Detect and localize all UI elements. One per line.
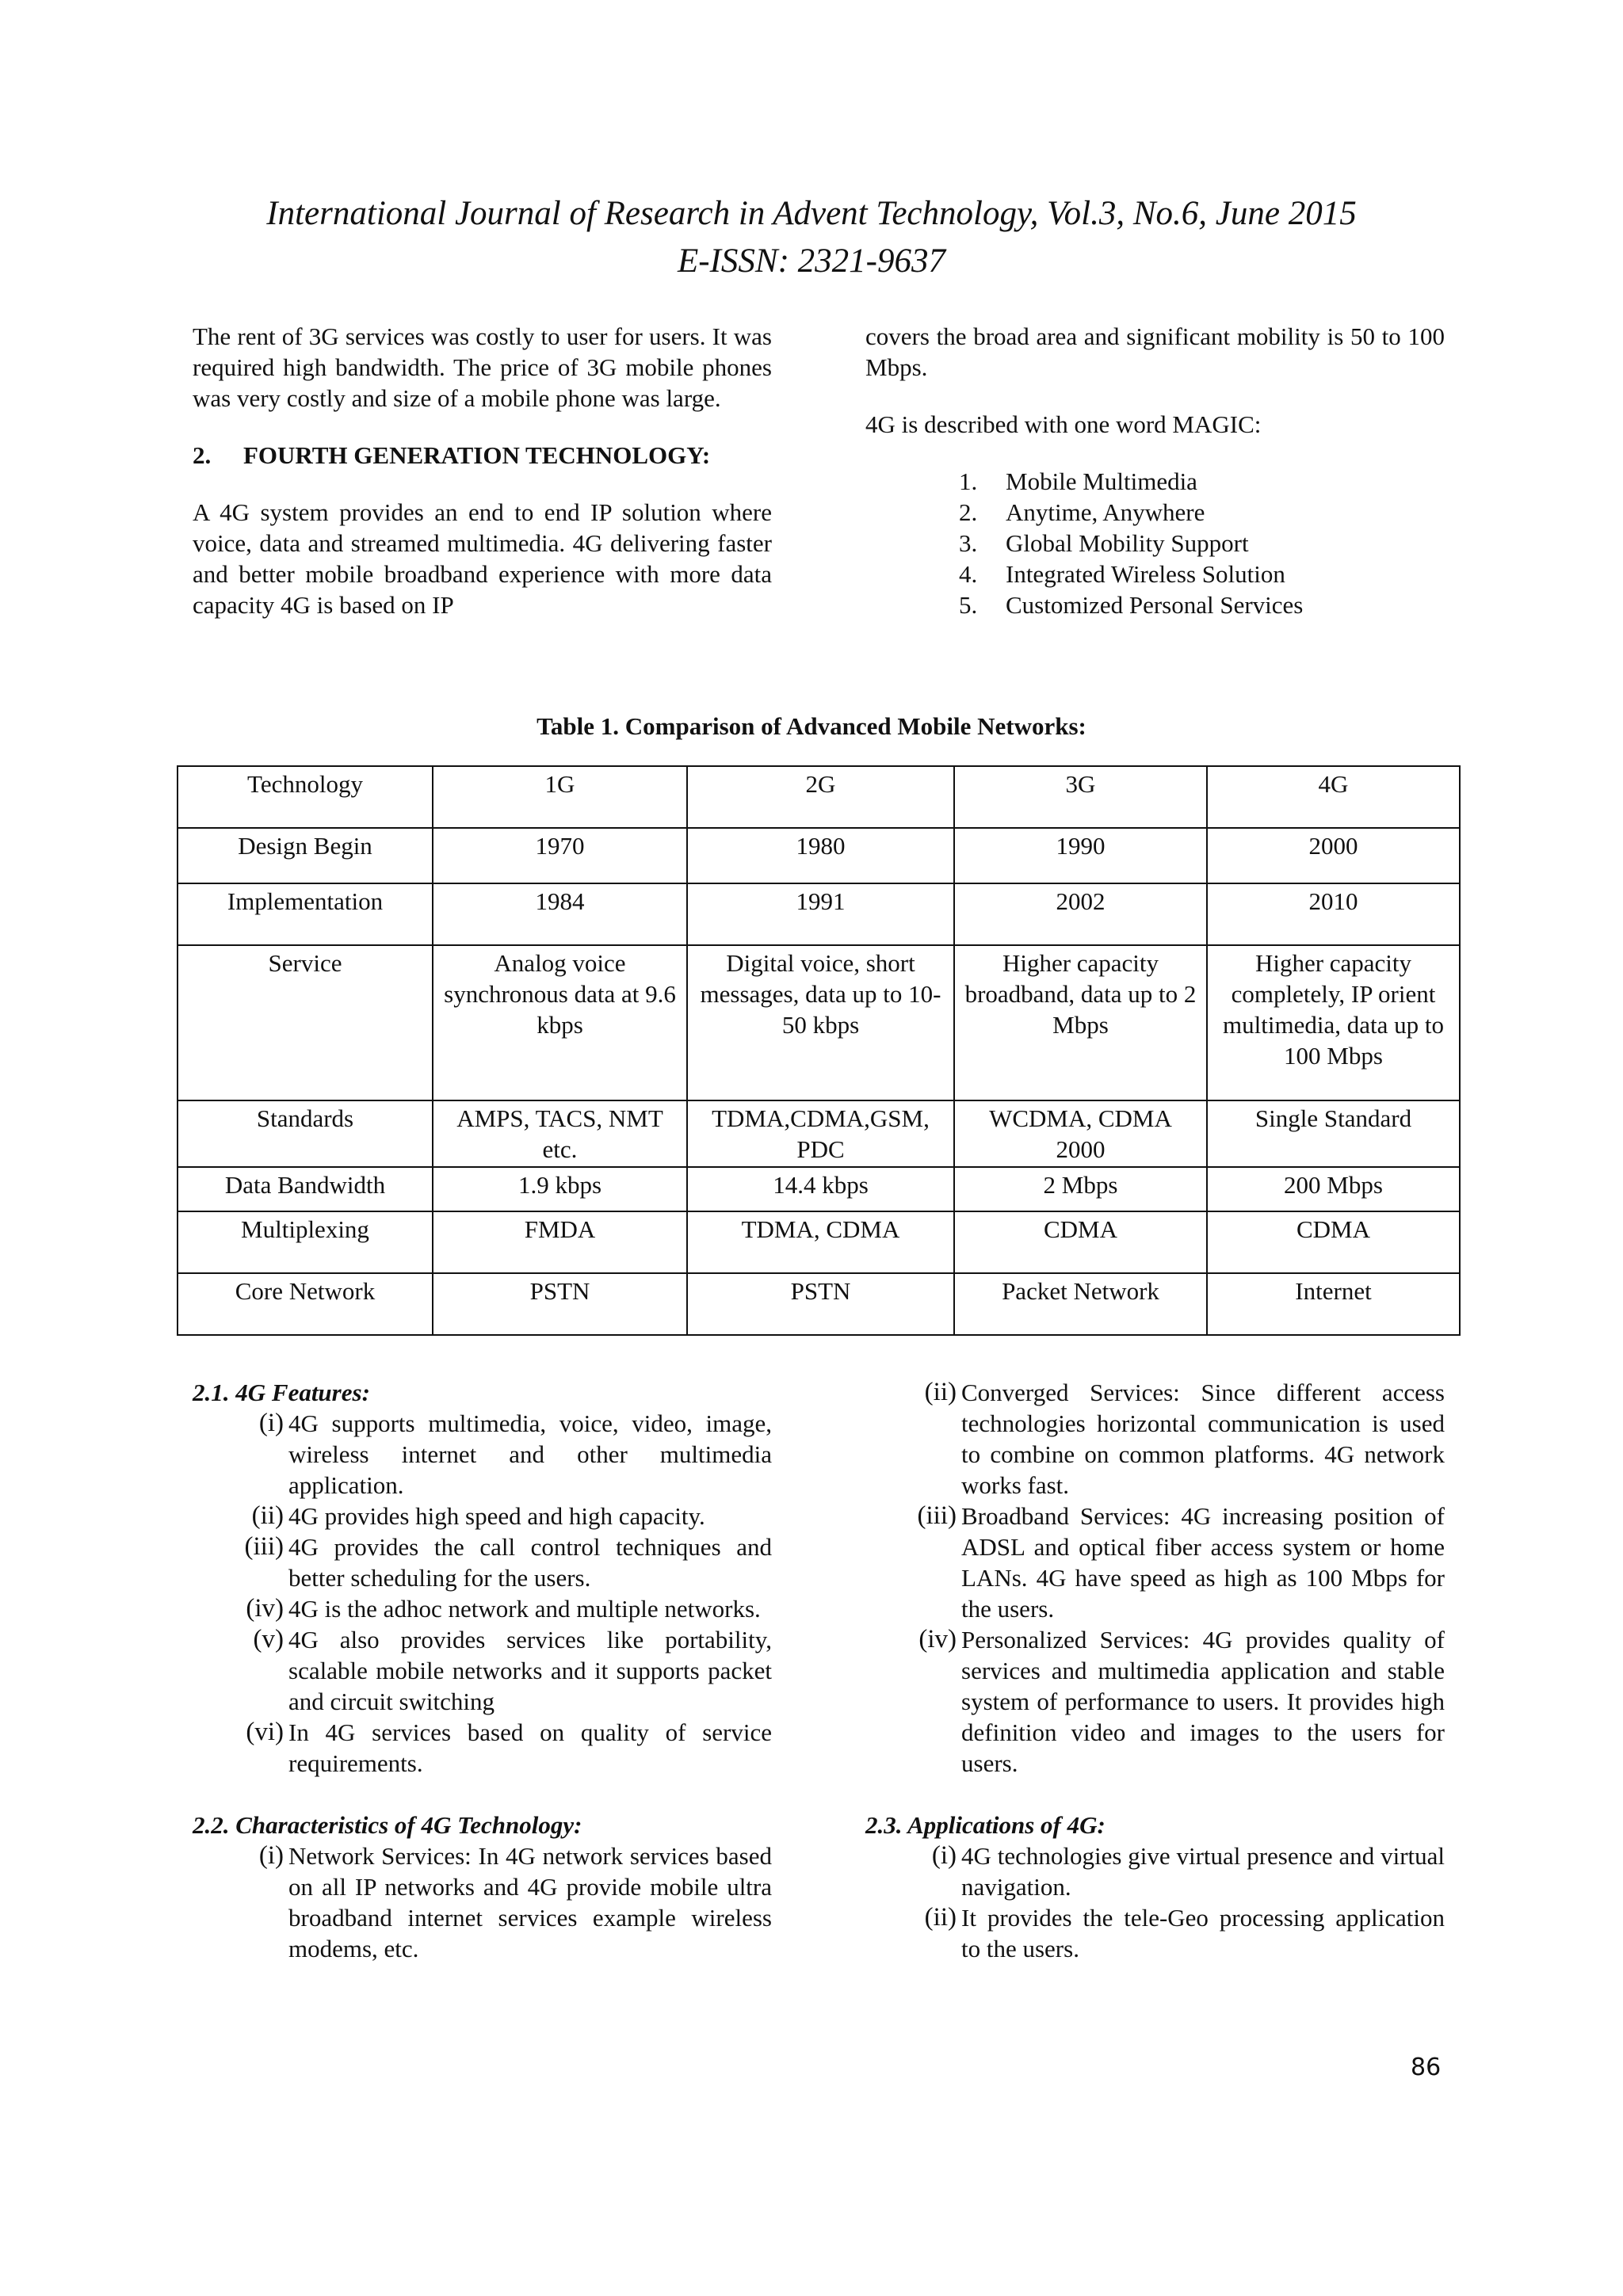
page-number: 86 — [1411, 2054, 1442, 2081]
characteristic-item-text: Broadband Services: 4G increasing position of ADSL and optical fiber access system or home LANs. 4G have speed as high as 100 Mbps for the users. — [961, 1502, 1445, 1623]
magic-item-text: Customized Personal Services — [1006, 591, 1304, 619]
characteristic-item-text: Personalized Services: 4G provides quality of services and multimedia application and stable system of performance to users. It provides high definition video and images to the users for users. — [961, 1626, 1445, 1777]
feature-item — [193, 1408, 772, 1501]
table-cell: Single Standard — [1207, 1100, 1460, 1167]
magic-list — [959, 466, 1445, 620]
characteristic-item-number: (iv) — [918, 1625, 957, 1653]
table-row-header: Design Begin — [178, 828, 433, 883]
section-number: 2. — [193, 441, 212, 469]
table-row — [178, 828, 1460, 883]
feature-item-number: (iii) — [244, 1532, 284, 1561]
table-row — [178, 1167, 1460, 1211]
table-cell: 2002 — [954, 883, 1207, 945]
table-row-header: Implementation — [178, 883, 433, 945]
characteristic-item-number: (iii) — [917, 1501, 957, 1530]
magic-item — [959, 589, 1445, 620]
characteristic-item — [865, 1501, 1445, 1624]
table-row — [178, 1100, 1460, 1167]
feature-item — [193, 1531, 772, 1593]
feature-item — [193, 1501, 772, 1531]
application-item — [865, 1840, 1445, 1902]
section-paragraph: A 4G system provides an end to end IP solution where voice, data and streamed multimedia. 4G delivering faster and better mobile broadband experience with more data capacity 4G is based on IP — [193, 498, 772, 619]
table-cell: Higher capacity broadband, data up to 2 Mbps — [954, 945, 1207, 1100]
table-row-header: Data Bandwidth — [178, 1167, 433, 1211]
table-cell: Packet Network — [954, 1273, 1207, 1335]
magic-item-text: Global Mobility Support — [1006, 529, 1249, 557]
journal-title: International Journal of Research in Advent Technology, Vol.3, No.6, June 2015 — [266, 195, 1357, 232]
applications-heading: 2.3. Applications of 4G: — [865, 1811, 1106, 1839]
table-cell: AMPS, TACS, NMT etc. — [433, 1100, 687, 1167]
characteristic-item — [193, 1840, 772, 1964]
magic-item-text: Integrated Wireless Solution — [1006, 560, 1285, 588]
magic-item-number: 3. — [959, 529, 978, 557]
table-cell: 1984 — [433, 883, 687, 945]
feature-item-text: 4G provides the call control techniques and better scheduling for the users. — [288, 1533, 772, 1592]
characteristic-item-number: (i) — [258, 1841, 284, 1870]
table-cell: 1980 — [687, 828, 954, 883]
features-list — [193, 1408, 772, 1779]
left-column-bottom — [193, 1377, 772, 1964]
feature-item-text: 4G provides high speed and high capacity. — [288, 1502, 705, 1530]
magic-item — [959, 466, 1445, 497]
table-cell: 2000 — [1207, 828, 1460, 883]
table-row-header: Multiplexing — [178, 1211, 433, 1273]
magic-item-number: 5. — [959, 591, 978, 619]
table-row — [178, 1211, 1460, 1273]
table-cell: 1991 — [687, 883, 954, 945]
magic-item-number: 1. — [959, 467, 978, 495]
table-row — [178, 766, 1460, 828]
table-cell: 1970 — [433, 828, 687, 883]
feature-item-number: (vi) — [246, 1718, 284, 1746]
table-cell: CDMA — [1207, 1211, 1460, 1273]
feature-item-number: (ii) — [251, 1501, 284, 1530]
characteristics-continued-list — [865, 1377, 1445, 1779]
magic-item-text: Anytime, Anywhere — [1006, 498, 1205, 526]
table-cell: 2 Mbps — [954, 1167, 1207, 1211]
continuation-paragraph: covers the broad area and significant mobility is 50 to 100 Mbps. — [865, 322, 1445, 381]
application-item — [865, 1902, 1445, 1964]
magic-item-text: Mobile Multimedia — [1006, 467, 1197, 495]
table-caption: Table 1. Comparison of Advanced Mobile Networks: — [537, 712, 1086, 740]
table-cell: 1990 — [954, 828, 1207, 883]
table-cell: Internet — [1207, 1273, 1460, 1335]
table-cell: Higher capacity completely, IP orient multimedia, data up to 100 Mbps — [1207, 945, 1460, 1100]
feature-item — [193, 1593, 772, 1624]
table-cell: 2010 — [1207, 883, 1460, 945]
feature-item-text: 4G also provides services like portability, scalable mobile networks and it supports packet and circuit switching — [288, 1626, 772, 1715]
feature-item-number: (v) — [253, 1625, 284, 1653]
comparison-table — [177, 765, 1461, 1336]
magic-item-number: 2. — [959, 498, 978, 526]
table-cell: TDMA,CDMA,GSM, PDC — [687, 1100, 954, 1167]
table-row-header: Standards — [178, 1100, 433, 1167]
feature-item-text: 4G is the adhoc network and multiple networks. — [288, 1595, 761, 1623]
characteristic-item — [865, 1377, 1445, 1501]
magic-intro: 4G is described with one word MAGIC: — [865, 410, 1262, 438]
characteristics-heading: 2.2. Characteristics of 4G Technology: — [193, 1811, 582, 1839]
right-column-bottom — [865, 1377, 1445, 1964]
magic-item — [959, 497, 1445, 528]
table-cell: 1.9 kbps — [433, 1167, 687, 1211]
table-row-header: Technology — [178, 766, 433, 828]
table-cell: PSTN — [687, 1273, 954, 1335]
table-row — [178, 1273, 1460, 1335]
feature-item-text: 4G supports multimedia, voice, video, image, wireless internet and other multimedia application. — [288, 1409, 772, 1499]
characteristics-list — [193, 1840, 772, 1964]
table-cell: FMDA — [433, 1211, 687, 1273]
table-cell: PSTN — [433, 1273, 687, 1335]
table-row — [178, 945, 1460, 1100]
feature-item-number: (iv) — [246, 1594, 284, 1623]
table-row-header: Core Network — [178, 1273, 433, 1335]
right-column-top — [865, 321, 1445, 620]
table-cell: 14.4 kbps — [687, 1167, 954, 1211]
table-cell: Digital voice, short messages, data up to 10-50 kbps — [687, 945, 954, 1100]
table-cell: WCDMA, CDMA 2000 — [954, 1100, 1207, 1167]
table-cell: CDMA — [954, 1211, 1207, 1273]
magic-item-number: 4. — [959, 560, 978, 588]
features-heading: 2.1. 4G Features: — [193, 1379, 370, 1406]
feature-item-number: (i) — [258, 1409, 284, 1437]
characteristic-item-text: Network Services: In 4G network services based on all IP networks and 4G provide mobile ultra broadband internet services example wireless modems, etc. — [288, 1842, 772, 1962]
characteristic-item — [865, 1624, 1445, 1779]
section-heading — [193, 440, 772, 471]
table-cell: 200 Mbps — [1207, 1167, 1460, 1211]
left-column-top — [193, 321, 772, 620]
table-cell: TDMA, CDMA — [687, 1211, 954, 1273]
application-item-number: (i) — [931, 1841, 957, 1870]
table-row-header: Service — [178, 945, 433, 1100]
application-item-text: 4G technologies give virtual presence and virtual navigation. — [961, 1842, 1445, 1901]
issn-line: E-ISSN: 2321-9637 — [678, 242, 945, 280]
table-row — [178, 883, 1460, 945]
application-item-number: (ii) — [924, 1903, 957, 1932]
section-title: FOURTH GENERATION TECHNOLOGY: — [243, 441, 711, 469]
feature-item — [193, 1624, 772, 1717]
applications-list — [865, 1840, 1445, 1964]
table-cell: 3G — [954, 766, 1207, 828]
table-cell: Analog voice synchronous data at 9.6 kbps — [433, 945, 687, 1100]
table-cell: 1G — [433, 766, 687, 828]
feature-item-text: In 4G services based on quality of service requirements. — [288, 1718, 772, 1777]
table-cell: 4G — [1207, 766, 1460, 828]
characteristic-item-number: (ii) — [924, 1378, 957, 1406]
characteristic-item-text: Converged Services: Since different access technologies horizontal communication is used to combine on common platforms. 4G network works fast. — [961, 1379, 1445, 1499]
intro-paragraph: The rent of 3G services was costly to user for users. It was required high bandwidth. The price of 3G mobile phones was very costly and size of a mobile phone was large. — [193, 322, 772, 412]
feature-item — [193, 1717, 772, 1779]
magic-item — [959, 528, 1445, 559]
application-item-text: It provides the tele-Geo processing application to the users. — [961, 1904, 1445, 1962]
table-cell: 2G — [687, 766, 954, 828]
magic-item — [959, 559, 1445, 589]
